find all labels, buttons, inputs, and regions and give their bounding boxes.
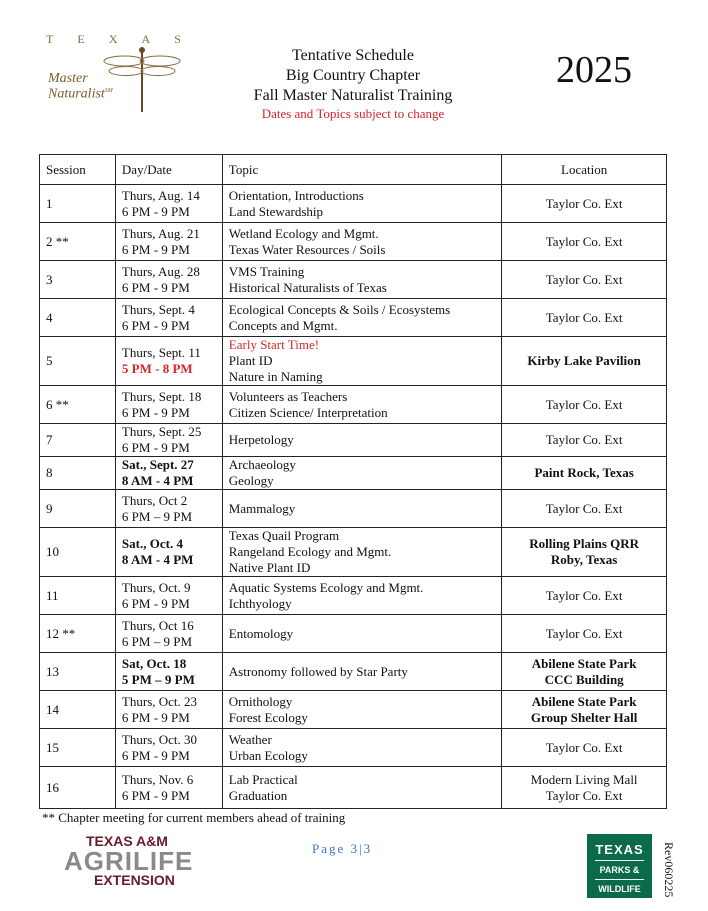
location-line: Taylor Co. Ext	[545, 787, 623, 803]
session-cell: 12 **	[40, 615, 116, 653]
location-cell	[502, 223, 667, 261]
location-line: Abilene State Park	[531, 693, 637, 709]
topic-line: Archaeology	[228, 457, 296, 472]
table-row	[40, 223, 667, 261]
topic-line: Ecological Concepts & Soils / Ecosystems	[228, 301, 451, 317]
agrilife-line-3: EXTENSION	[94, 872, 175, 888]
session-cell: 10	[40, 528, 116, 577]
date-cell	[115, 615, 222, 653]
day-text: Thurs, Nov. 6	[121, 771, 194, 787]
title-line-2: Big Country Chapter	[285, 67, 421, 84]
date-cell	[115, 185, 222, 223]
location-line: Abilene State Park	[531, 655, 637, 671]
time-text: 6 PM - 9 PM	[121, 404, 190, 420]
day-text: Thurs, Sept. 18	[121, 388, 202, 404]
day-text: Sat., Oct. 4	[121, 536, 183, 551]
table-row	[40, 185, 667, 223]
location-line: Taylor Co. Ext	[545, 739, 623, 755]
table-row	[40, 691, 667, 729]
time-text: 6 PM – 9 PM	[121, 508, 192, 524]
table-row	[40, 424, 667, 457]
time-text: 6 PM - 9 PM	[121, 279, 190, 295]
topic-cell	[222, 729, 501, 767]
tpw-divider	[595, 860, 644, 861]
table-row	[40, 261, 667, 299]
topic-line: Ornithology	[228, 693, 293, 709]
logo-text: Master Naturalist℠	[48, 71, 113, 102]
location-line: Taylor Co. Ext	[545, 432, 623, 447]
topic-line: Concepts and Mgmt.	[228, 317, 338, 333]
title-line-1: Tentative Schedule	[292, 47, 414, 64]
topic-line: Rangeland Ecology and Mgmt.	[228, 544, 392, 559]
date-cell	[115, 528, 222, 577]
topic-cell	[222, 653, 501, 691]
topic-line: Geology	[228, 473, 274, 488]
topic-line: Lab Practical	[228, 771, 298, 787]
day-text: Thurs, Sept. 11	[121, 345, 201, 360]
time-text: 6 PM - 9 PM	[121, 747, 190, 763]
time-text: 6 PM – 9 PM	[121, 633, 192, 649]
date-cell	[115, 337, 222, 386]
location-line: Taylor Co. Ext	[545, 587, 623, 603]
time-text: 6 PM - 9 PM	[121, 440, 190, 455]
topic-cell	[222, 185, 501, 223]
footnote: ** Chapter meeting for current members ahead of training	[42, 810, 346, 825]
location-cell	[502, 337, 667, 386]
session-cell: 7	[40, 424, 116, 457]
topic-cell	[222, 424, 501, 457]
logo-letters: T E X A S	[46, 32, 181, 46]
location-cell	[502, 653, 667, 691]
topic-note: Early Start Time!	[228, 337, 320, 352]
table-row	[40, 337, 667, 386]
date-cell	[115, 490, 222, 528]
location-cell	[502, 490, 667, 528]
time-text: 6 PM - 9 PM	[121, 595, 190, 611]
day-text: Thurs, Aug. 28	[121, 263, 200, 279]
location-cell	[502, 729, 667, 767]
location-cell	[502, 767, 667, 809]
date-cell	[115, 767, 222, 809]
column-header-date: Day/Date	[115, 155, 222, 185]
date-cell	[115, 299, 222, 337]
location-line: Group Shelter Hall	[530, 709, 638, 725]
day-text: Thurs, Aug. 14	[121, 187, 200, 203]
topic-line: Urban Ecology	[228, 747, 308, 763]
location-line: Taylor Co. Ext	[545, 195, 623, 211]
location-line: CCC Building	[544, 671, 624, 687]
table-row	[40, 577, 667, 615]
subtitle-disclaimer: Dates and Topics subject to change	[261, 106, 445, 121]
topic-cell	[222, 767, 501, 809]
topic-cell	[222, 457, 501, 490]
location-line: Taylor Co. Ext	[545, 396, 623, 412]
column-header-session: Session	[40, 155, 116, 185]
topic-line: Orientation, Introductions	[228, 187, 364, 203]
location-line: Taylor Co. Ext	[545, 309, 623, 325]
day-text: Thurs, Oct. 30	[121, 731, 198, 747]
topic-line: Citizen Science/ Interpretation	[228, 404, 388, 420]
time-text: 5 PM - 8 PM	[121, 361, 193, 376]
day-text: Sat, Oct. 18	[121, 655, 187, 671]
topic-cell	[222, 691, 501, 729]
topic-line: Weather	[228, 731, 272, 747]
date-cell	[115, 457, 222, 490]
topic-line: Native Plant ID	[228, 560, 311, 575]
table-row	[40, 490, 667, 528]
revision-code: Rev060225	[662, 842, 676, 898]
location-cell	[502, 299, 667, 337]
session-cell: 3	[40, 261, 116, 299]
topic-line: Herpetology	[228, 432, 294, 447]
topic-cell	[222, 577, 501, 615]
session-cell: 5	[40, 337, 116, 386]
session-cell: 4	[40, 299, 116, 337]
date-cell	[115, 653, 222, 691]
time-text: 6 PM - 9 PM	[121, 787, 190, 803]
time-text: 8 AM - 4 PM	[121, 473, 194, 488]
date-cell	[115, 223, 222, 261]
table-header-row	[40, 155, 667, 185]
location-cell	[502, 261, 667, 299]
topic-cell	[222, 386, 501, 424]
column-header-location: Location	[502, 155, 667, 185]
tpw-divider	[595, 879, 644, 880]
table-row	[40, 528, 667, 577]
tpw-line-1: TEXAS	[595, 842, 644, 857]
time-text: 6 PM - 9 PM	[121, 317, 190, 333]
tpw-line-2: PARKS &	[599, 865, 640, 875]
time-text: 6 PM - 9 PM	[121, 241, 190, 257]
agrilife-line-2: AGRILIFE	[64, 846, 194, 876]
topic-line: Nature in Naming	[228, 369, 323, 384]
tpw-line-3: WILDLIFE	[598, 884, 641, 894]
topic-cell	[222, 337, 501, 386]
topic-line: Historical Naturalists of Texas	[228, 279, 387, 295]
location-cell	[502, 457, 667, 490]
topic-line: Aquatic Systems Ecology and Mgmt.	[228, 579, 424, 595]
date-cell	[115, 691, 222, 729]
schedule-table	[39, 154, 667, 809]
table-row	[40, 299, 667, 337]
topic-line: Wetland Ecology and Mgmt.	[228, 225, 379, 241]
location-line: Taylor Co. Ext	[545, 233, 623, 249]
location-cell	[502, 577, 667, 615]
agrilife-extension-logo	[64, 832, 200, 888]
session-cell: 13	[40, 653, 116, 691]
location-cell	[502, 185, 667, 223]
topic-line: Forest Ecology	[228, 709, 308, 725]
day-text: Thurs, Oct. 23	[121, 693, 198, 709]
time-text: 6 PM - 9 PM	[121, 203, 190, 219]
location-line: Rolling Plains QRR	[529, 536, 640, 551]
location-line: Roby, Texas	[550, 552, 618, 567]
topic-line: Entomology	[228, 625, 294, 641]
location-cell	[502, 528, 667, 577]
time-text: 8 AM - 4 PM	[121, 552, 194, 567]
day-text: Thurs, Oct 2	[121, 492, 188, 508]
topic-cell	[222, 261, 501, 299]
column-header-topic: Topic	[222, 155, 501, 185]
location-line: Modern Living Mall	[530, 771, 638, 787]
session-cell: 11	[40, 577, 116, 615]
title-line-3: Fall Master Naturalist Training	[253, 87, 453, 104]
date-cell	[115, 577, 222, 615]
date-cell	[115, 386, 222, 424]
topic-line: Plant ID	[228, 353, 273, 368]
session-cell: 2 **	[40, 223, 116, 261]
document-title	[220, 46, 486, 122]
time-text: 6 PM - 9 PM	[121, 709, 190, 725]
day-text: Thurs, Sept. 4	[121, 301, 195, 317]
location-cell	[502, 691, 667, 729]
table-row	[40, 615, 667, 653]
topic-line: Astronomy followed by Star Party	[228, 663, 408, 679]
session-cell: 9	[40, 490, 116, 528]
date-cell	[115, 424, 222, 457]
day-text: Thurs, Oct. 9	[121, 579, 191, 595]
session-cell: 6 **	[40, 386, 116, 424]
location-line: Taylor Co. Ext	[545, 500, 623, 516]
topic-line: Volunteers as Teachers	[228, 388, 348, 404]
time-text: 5 PM – 9 PM	[121, 671, 195, 687]
agrilife-line-1: TEXAS A&M	[86, 833, 168, 849]
page-number: Page 3|3	[312, 841, 373, 856]
topic-cell	[222, 223, 501, 261]
topic-line: Ichthyology	[228, 595, 292, 611]
texas-parks-wildlife-logo	[587, 834, 652, 898]
session-cell: 1	[40, 185, 116, 223]
session-cell: 16	[40, 767, 116, 809]
session-cell: 14	[40, 691, 116, 729]
session-cell: 15	[40, 729, 116, 767]
location-cell	[502, 386, 667, 424]
dragonfly-icon	[102, 44, 182, 114]
day-text: Thurs, Sept. 25	[121, 424, 202, 439]
day-text: Sat., Sept. 27	[121, 457, 194, 472]
table-row	[40, 729, 667, 767]
topic-cell	[222, 528, 501, 577]
topic-line: Land Stewardship	[228, 203, 324, 219]
table-row	[40, 767, 667, 809]
topic-cell	[222, 615, 501, 653]
texas-master-naturalist-logo	[46, 28, 181, 114]
date-cell	[115, 729, 222, 767]
topic-line: Mammalogy	[228, 500, 296, 516]
date-cell	[115, 261, 222, 299]
table-row	[40, 386, 667, 424]
location-line: Paint Rock, Texas	[534, 465, 634, 480]
session-cell: 8	[40, 457, 116, 490]
table-row	[40, 653, 667, 691]
topic-line: Texas Quail Program	[228, 528, 340, 543]
day-text: Thurs, Aug. 21	[121, 225, 200, 241]
day-text: Thurs, Oct 16	[121, 617, 194, 633]
topic-line: Texas Water Resources / Soils	[228, 241, 386, 257]
location-line: Taylor Co. Ext	[545, 271, 623, 287]
location-cell	[502, 615, 667, 653]
location-line: Taylor Co. Ext	[545, 625, 623, 641]
table-row	[40, 457, 667, 490]
topic-cell	[222, 299, 501, 337]
topic-line: VMS Training	[228, 263, 305, 279]
year-label: 2025	[556, 49, 632, 91]
location-line: Kirby Lake Pavilion	[527, 353, 641, 368]
topic-line: Graduation	[228, 787, 288, 803]
location-cell	[502, 424, 667, 457]
topic-cell	[222, 490, 501, 528]
